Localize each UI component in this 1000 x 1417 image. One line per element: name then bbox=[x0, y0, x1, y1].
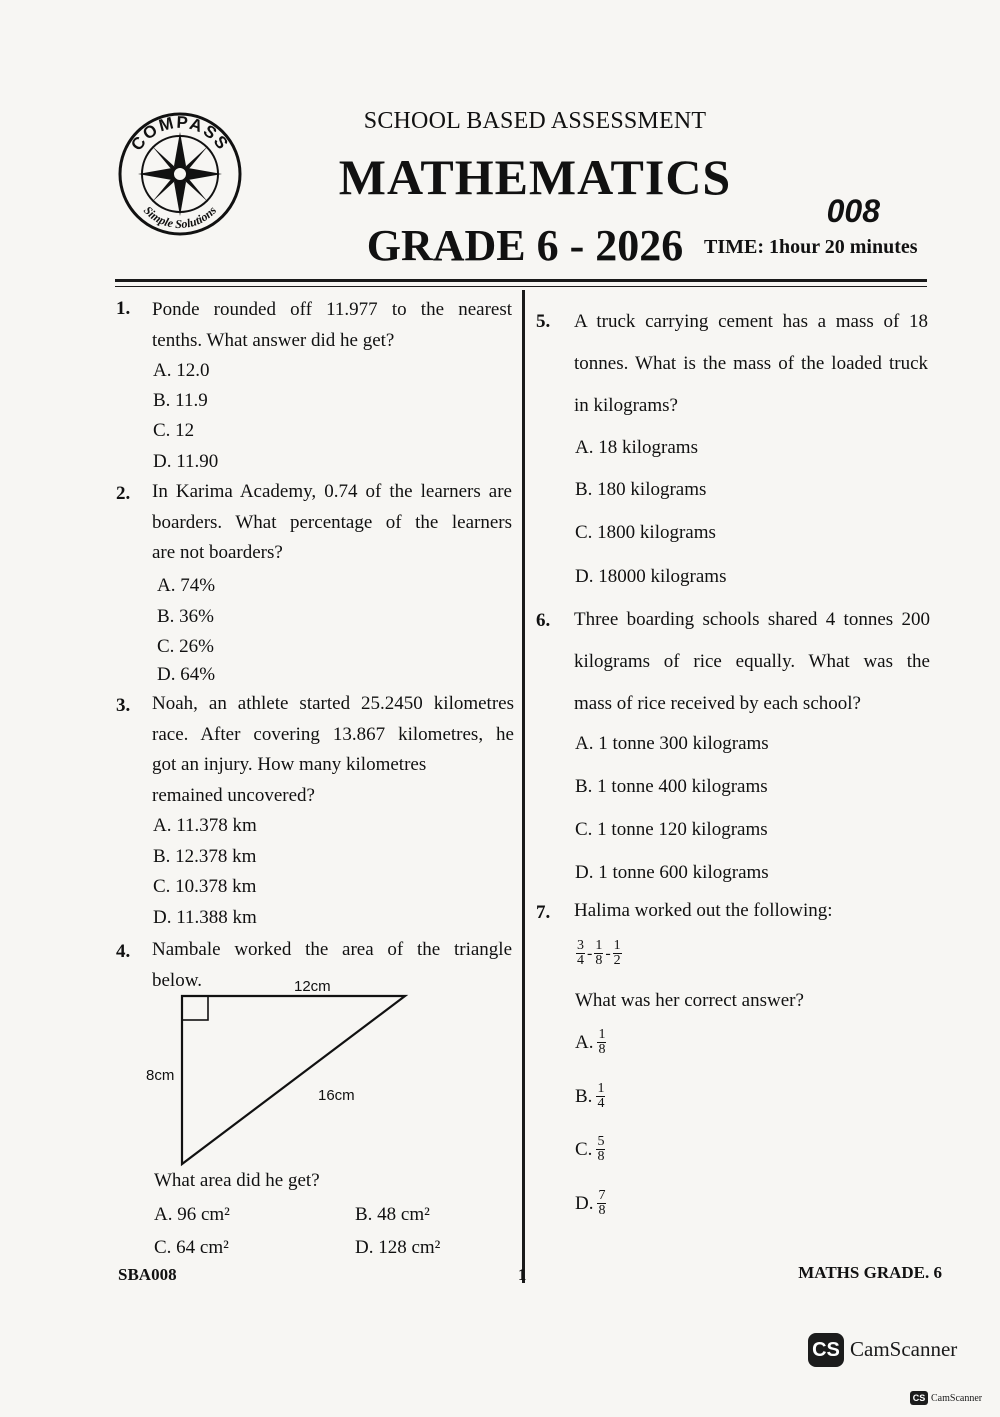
camscanner-watermark: CamScanner bbox=[850, 1337, 958, 1361]
q7-option-a[interactable] bbox=[575, 1028, 606, 1057]
q1-line: tenths. What answer did he get? bbox=[152, 329, 395, 351]
q3-option-c[interactable]: C. 10.378 km bbox=[153, 876, 257, 897]
q1-line: Ponde rounded off 11.977 to the nearest bbox=[152, 299, 512, 320]
q5-stem bbox=[574, 301, 928, 427]
expr-fraction: $\frac{1}{2}$ bbox=[613, 938, 621, 968]
q1-option-b[interactable]: B. 11.9 bbox=[153, 390, 208, 411]
expr-operator: - bbox=[605, 944, 611, 962]
option-fraction: $\frac{5}{8}$ bbox=[597, 1134, 605, 1164]
camscanner-small-watermark: CamScanner bbox=[931, 1393, 983, 1404]
footer-subject: MATHS GRADE. 6 bbox=[798, 1263, 942, 1282]
q7-stem: Halima worked out the following: bbox=[574, 900, 833, 921]
triangle-top-label: 12cm bbox=[294, 978, 331, 995]
q2-number: 2. bbox=[116, 483, 131, 504]
q7-option-c[interactable] bbox=[575, 1135, 605, 1164]
q2-option-a[interactable]: A. 74% bbox=[157, 575, 216, 596]
triangle-hyp-label: 16cm bbox=[318, 1087, 355, 1104]
q5-line: in kilograms? bbox=[574, 395, 678, 416]
q6-line: mass of rice received by each school? bbox=[574, 693, 861, 714]
q6-line: kilograms of rice equally. What was the bbox=[574, 651, 930, 672]
q2-line: are not boarders? bbox=[152, 542, 283, 563]
q3-line: got an injury. How many kilometres bbox=[152, 754, 427, 775]
q1-option-a[interactable]: A. 12.0 bbox=[153, 360, 210, 381]
expr-operator: - bbox=[587, 944, 593, 962]
q3-line: remained uncovered? bbox=[152, 784, 315, 806]
q3-line: race. After covering 13.867 kilometres, he bbox=[152, 723, 514, 745]
q3-stem bbox=[152, 689, 514, 811]
q6-number: 6. bbox=[536, 610, 551, 631]
q4-option-a[interactable]: A. 96 cm² bbox=[154, 1204, 230, 1225]
option-fraction: $\frac{1}{8}$ bbox=[598, 1027, 606, 1057]
q2-stem bbox=[152, 477, 512, 569]
subject-title: MATHEMATICS bbox=[338, 149, 732, 205]
option-fraction: $\frac{7}{8}$ bbox=[598, 1188, 606, 1218]
header-rule-thin bbox=[115, 286, 927, 287]
camscanner-logo-icon: CS bbox=[808, 1333, 844, 1367]
q6-line: Three boarding schools shared 4 tonnes 200 bbox=[574, 609, 930, 630]
q6-stem bbox=[574, 599, 930, 725]
q1-stem bbox=[152, 295, 512, 356]
column-divider bbox=[522, 290, 525, 1283]
q2-line: In Karima Academy, 0.74 of the learners are bbox=[152, 481, 512, 502]
footer-code: SBA008 bbox=[118, 1265, 177, 1284]
triangle-shape bbox=[182, 996, 405, 1164]
right-angle-marker bbox=[182, 996, 208, 1020]
q2-option-b[interactable]: B. 36% bbox=[157, 606, 214, 627]
q6-option-b[interactable]: B. 1 tonne 400 kilograms bbox=[575, 776, 768, 797]
q4-option-d[interactable]: D. 128 cm² bbox=[355, 1237, 441, 1258]
q5-option-a[interactable]: A. 18 kilograms bbox=[575, 437, 698, 458]
assessment-label: SCHOOL BASED ASSESSMENT bbox=[363, 108, 707, 134]
q4-option-b[interactable]: B. 48 cm² bbox=[355, 1204, 430, 1225]
paper-code: 008 bbox=[826, 193, 880, 229]
q2-option-c[interactable]: C. 26% bbox=[157, 636, 214, 657]
q5-option-d[interactable]: D. 18000 kilograms bbox=[575, 566, 727, 587]
q3-number: 3. bbox=[116, 695, 131, 716]
q7-prompt: What was her correct answer? bbox=[575, 990, 804, 1011]
q7-option-b[interactable] bbox=[575, 1082, 605, 1111]
expr-fraction: $\frac{3}{4}$ bbox=[577, 938, 584, 968]
q2-option-d[interactable]: D. 64% bbox=[157, 664, 216, 685]
q5-option-c[interactable]: C. 1800 kilograms bbox=[575, 522, 716, 543]
q5-number: 5. bbox=[536, 311, 551, 332]
q7-option-d[interactable] bbox=[575, 1189, 606, 1218]
q3-option-d[interactable]: D. 11.388 km bbox=[153, 907, 257, 928]
header-rule-thick bbox=[115, 279, 927, 282]
camscanner-small-icon: CS bbox=[910, 1391, 928, 1405]
q4-number: 4. bbox=[116, 941, 131, 962]
option-letter: B. bbox=[575, 1085, 593, 1107]
q2-line: boarders. What percentage of the learners bbox=[152, 511, 512, 533]
q1-option-c[interactable]: C. 12 bbox=[153, 420, 195, 441]
expr-fraction: $\frac{1}{8}$ bbox=[595, 938, 603, 968]
q5-line: tonnes. What is the mass of the loaded truck bbox=[574, 353, 928, 374]
option-fraction: $\frac{1}{4}$ bbox=[597, 1081, 605, 1111]
triangle-diagram bbox=[140, 978, 520, 1168]
q4-line: below. bbox=[152, 969, 202, 991]
option-letter: A. bbox=[575, 1031, 594, 1053]
q6-option-d[interactable]: D. 1 tonne 600 kilograms bbox=[575, 862, 769, 883]
q5-option-b[interactable]: B. 180 kilograms bbox=[575, 479, 707, 500]
q7-number: 7. bbox=[536, 902, 551, 923]
q3-option-a[interactable]: A. 11.378 km bbox=[153, 815, 257, 836]
q4-line: Nambale worked the area of the triangle bbox=[152, 939, 512, 960]
compass-logo bbox=[116, 110, 244, 238]
logo-bottom-text: Simple Solutions bbox=[140, 203, 220, 232]
triangle-side-label: 8cm bbox=[146, 1067, 175, 1084]
q4-option-c[interactable]: C. 64 cm² bbox=[154, 1237, 229, 1258]
q7-expression bbox=[576, 939, 622, 968]
q3-line: Noah, an athlete started 25.2450 kilometres bbox=[152, 693, 514, 714]
q4-prompt: What area did he get? bbox=[154, 1170, 320, 1191]
q6-option-c[interactable]: C. 1 tonne 120 kilograms bbox=[575, 819, 768, 840]
q6-option-a[interactable]: A. 1 tonne 300 kilograms bbox=[575, 733, 769, 754]
q1-option-d[interactable]: D. 11.90 bbox=[153, 451, 219, 472]
option-letter: D. bbox=[575, 1192, 594, 1214]
q1-number: 1. bbox=[116, 298, 131, 319]
grade-year: GRADE 6 - 2026 bbox=[366, 221, 684, 270]
page-number: 1 bbox=[518, 1265, 527, 1284]
option-letter: C. bbox=[575, 1138, 593, 1160]
time-allowed: TIME: 1hour 20 minutes bbox=[704, 236, 918, 258]
q3-option-b[interactable]: B. 12.378 km bbox=[153, 846, 257, 867]
q5-line: A truck carrying cement has a mass of 18 bbox=[574, 311, 928, 332]
logo-top-text: COMPASS bbox=[127, 112, 233, 155]
